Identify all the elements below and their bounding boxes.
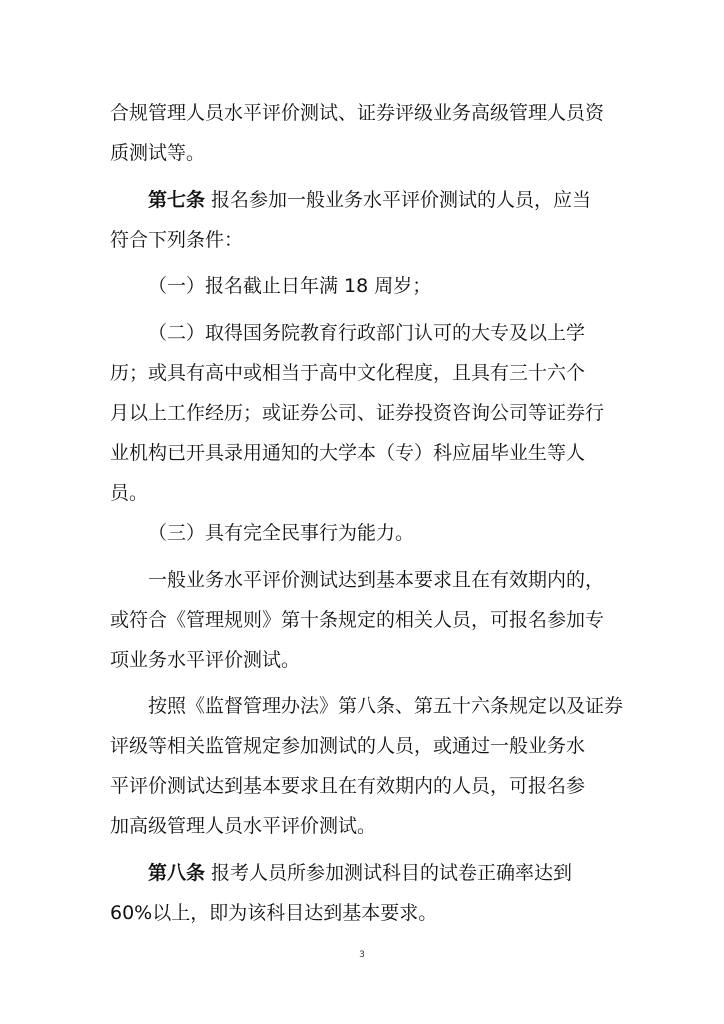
- paragraph-line: （二）取得国务院教育行政部门认可的大专及以上学: [148, 322, 586, 344]
- paragraph-line: 评级等相关监管规定参加测试的人员，或通过一般业务水: [110, 735, 586, 757]
- paragraph-line: 月以上工作经历；或证券公司、证券投资咨询公司等证券行: [110, 402, 605, 424]
- article-8-first-line: [148, 858, 572, 888]
- paragraph-line: 合规管理人员水平评价测试、证券评级业务高级管理人员资: [110, 102, 605, 124]
- paragraph-line: 或符合《管理规则》第十条规定的相关人员，可报名参加专: [110, 609, 605, 631]
- paragraph-line-text: 报名参加一般业务水平评价测试的人员，应当: [205, 189, 592, 211]
- paragraph-line: 历；或具有高中或相当于高中文化程度，且具有三十六个: [110, 362, 586, 384]
- article-7-heading: 第七条: [148, 189, 206, 211]
- paragraph-line: 项业务水平评价测试。: [110, 649, 301, 671]
- paragraph-line: 符合下列条件：: [110, 229, 244, 251]
- article-7-first-line: [148, 185, 591, 215]
- paragraph-line: 加高级管理人员水平评价测试。: [110, 815, 377, 837]
- paragraph-line: 60%以上，即为该科目达到基本要求。: [110, 902, 438, 924]
- paragraph-line: 按照《监督管理办法》第八条、第五十六条规定以及证券: [148, 695, 624, 717]
- paragraph-line: 员。: [110, 482, 149, 504]
- page-number: 3: [359, 950, 365, 960]
- paragraph-line-text: 报考人员所参加测试科目的试卷正确率达到: [205, 862, 573, 884]
- paragraph-line: 业机构已开具录用通知的大学本（专）科应届毕业生等人: [110, 442, 586, 464]
- paragraph-line: （三）具有完全民事行为能力。: [148, 522, 415, 544]
- article-8-heading: 第八条: [148, 862, 206, 884]
- paragraph-line: 质测试等。: [110, 142, 206, 164]
- paragraph-line: 平评价测试达到基本要求且在有效期内的人员，可报名参: [110, 775, 586, 797]
- paragraph-line: （一）报名截止日年满 18 周岁；: [148, 275, 432, 297]
- paragraph-line: 一般业务水平评价测试达到基本要求且在有效期内的，: [148, 569, 605, 591]
